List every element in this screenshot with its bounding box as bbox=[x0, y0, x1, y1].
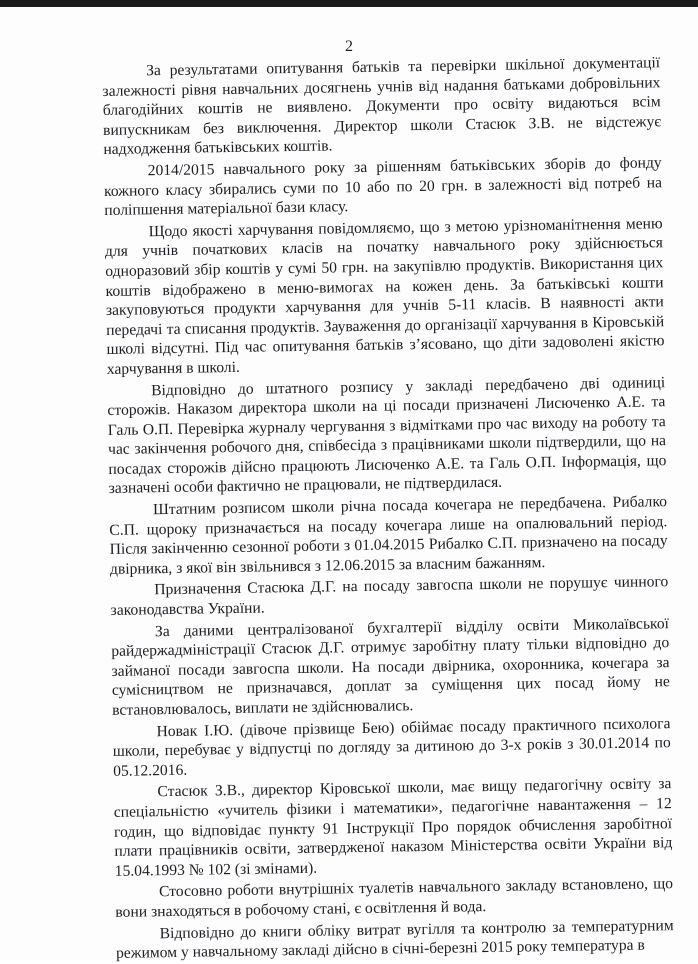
page-number: 2 bbox=[345, 38, 353, 55]
paragraph-director-education: Стасюк З.В., директор Кіровської школи, має вищу педагогічну освіту за спеціальністю «учитель фізики і математики», педагогічне навантаження – 12 годин, що відповідає пункту 91 Інструкції Про порядок обчислення заробітної плати працівників освіти, затвердженої наказом Міністерства освіти України від 15.04.1993 № 102 (зі змінами). bbox=[113, 775, 673, 880]
paragraph-accounting: За даними централізованої бухгалтерії відділу освіти Миколаївської райдержадміністрації Стасюк Д.Г. отримує заробітну плату тільки відповідно до займаної посади завгоспа школи. На посади двірника, охоронника, кочегара за сумісництвом не призначався, доплат за суміщення цих посад йому не встановлювалось, виплати не здійснювались. bbox=[111, 614, 670, 719]
scan-top-edge bbox=[0, 0, 698, 7]
paragraph-toilets: Стосовно роботи внутрішніх туалетів навчального закладу встановлено, що вони знаходяться в робочому стані, є освітлення й вода. bbox=[115, 875, 674, 921]
document-body bbox=[102, 53, 674, 963]
paragraph-nutrition: Щодо якості харчування повідомляємо, що з метою урізноманітнення меню для учнів початкових класів на початку навчального року здійснюється одноразовий збір коштів у сумі 50 грн. на закупівлю продуктів. Використання цих коштів відображено в меню-вимогах на кожен день. За батьківські кошти закуповуються продукти харчування для учнів 5-11 класів. В наявності акти передачі та списання продуктів. Зауваження до організації харчування в Кіровській школі відсутні. Під час опитування батьків з’ясовано, що діти задоволені якістю харчування в школі. bbox=[104, 214, 665, 378]
paragraph-class-fund: 2014/2015 навчального року за рішенням батьківських зборів до фонду кожного класу збирались суми по 10 або по 20 грн. в залежності від потреб на поліпшення матеріальної бази класу. bbox=[103, 154, 663, 220]
paragraph-psychologist: Новак І.Ю. (дівоче прізвище Бею) обіймає посаду практичного психолога школи, перебуває у відпустці по догляду за дитиною до 3-х років з 30.01.2014 по 05.12.2016. bbox=[112, 714, 671, 780]
paragraph-caretaker-appointment: Призначення Стасюка Д.Г. на посаду завгоспа школи не порушує чинного законодавства України. bbox=[110, 573, 669, 619]
paragraph-heating-log: Відповідно до книги обліку витрат вугілля та контролю за температурним режимом у навчальному закладі дійсно в січні-березні 2015 року температура в bbox=[115, 916, 674, 963]
paragraph-survey-results: За результатами опитування батьків та перевірки шкільної документації залежності рівня навчальних досягнень учнів від надання батьками добровільних благодійних коштів не виявлено. Документи про освіту видаються всім випускникам без виключення. Директор школи Стасюк З.В. не відстежує надходження батьківських коштів. bbox=[102, 54, 662, 159]
paragraph-stoker: Штатним розписом школи річна посада кочегара не передбачена. Рибалко С.П. щороку призначається на посаду кочегара лише на опалювальний період. Після закінченню сезонної роботи з 01.04.2015 Рибалко С.П. призначено на посаду двірника, з якої він звільнився з 12.06.2015 за власним бажанням. bbox=[109, 493, 668, 578]
paragraph-watchmen: Відповідно до штатного розпису у закладі передбачено дві одиниці сторожів. Наказом директора школи на ці посади призначені Лисюченко А.Е. та Галь О.П. Перевірка журналу чергування з відмітками про час виходу на роботу та час закінчення робочого дня, співбесіда з працівниками школи підтвердили, що на посадах сторожів дійсно працюють Лисюченко А.Е. та Галь О.П. Інформація, що зазначені особи фактично не працювали, не підтвердилася. bbox=[107, 373, 667, 498]
